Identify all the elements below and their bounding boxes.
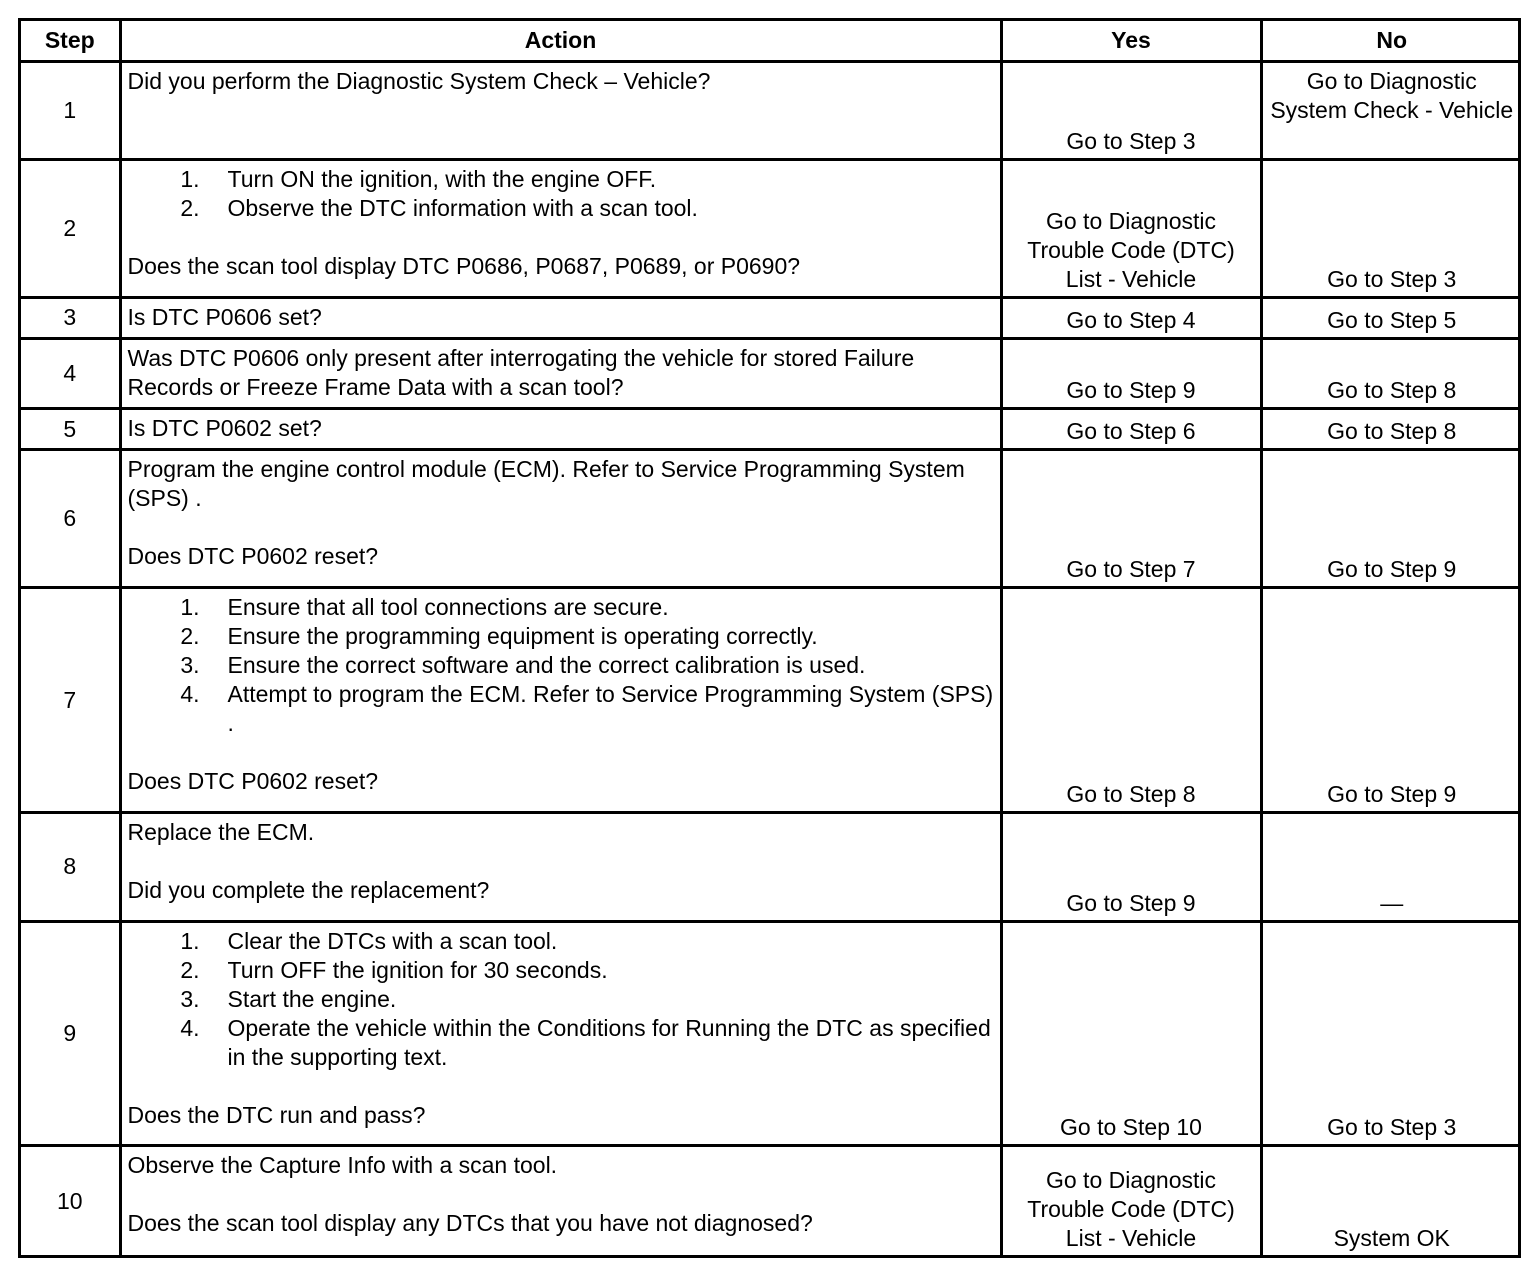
- step-number: 1: [21, 61, 120, 159]
- yes-cell: Go to Step 4: [1001, 297, 1261, 338]
- action-question: Does the DTC run and pass?: [127, 1101, 426, 1128]
- list-item: 1. Clear the DTCs with a scan tool.: [180, 927, 558, 954]
- yes-cell: Go to Diagnostic Trouble Code (DTC) List - Vehicle: [1001, 1146, 1261, 1255]
- table-row: [21, 409, 1521, 450]
- yes-cell: Go to Step 8: [1001, 588, 1261, 812]
- header-no: No: [1261, 21, 1521, 61]
- action-question: Does DTC P0602 reset?: [127, 543, 379, 570]
- action-cell: [120, 450, 1001, 588]
- list-item: 1. Ensure that all tool connections are secure.: [180, 594, 669, 621]
- action-cell: [120, 812, 1001, 921]
- header-yes: Yes: [1001, 21, 1261, 61]
- no-cell: Go to Step 9: [1261, 450, 1521, 588]
- table-row: [21, 921, 1521, 1145]
- table-row: [21, 339, 1521, 409]
- action-cell: [120, 588, 1001, 812]
- action-cell: [120, 159, 1001, 297]
- action-text: Observe the Capture Info with a scan tool.: [127, 1152, 558, 1179]
- diagnostic-table: [21, 21, 1521, 1255]
- step-number: 9: [21, 921, 120, 1145]
- action-text: Is DTC P0606 set?: [127, 303, 322, 330]
- step-number: 4: [21, 339, 120, 409]
- yes-cell: Go to Step 3: [1001, 61, 1261, 159]
- diagnostic-table-frame: [18, 18, 1521, 1258]
- step-number: 7: [21, 588, 120, 812]
- no-cell: Go to Step 8: [1261, 339, 1521, 409]
- yes-cell: Go to Diagnostic Trouble Code (DTC) List - Vehicle: [1001, 159, 1261, 297]
- action-steps-list: [128, 593, 994, 738]
- header-action: Action: [120, 21, 1001, 61]
- no-cell: Go to Step 3: [1261, 921, 1521, 1145]
- table-row: [21, 1146, 1521, 1255]
- yes-cell: Go to Step 9: [1001, 812, 1261, 921]
- step-number: 5: [21, 409, 120, 450]
- list-item: 4. Attempt to program the ECM. Refer to Service Programming System (SPS) .: [180, 681, 994, 737]
- table-row: [21, 61, 1521, 159]
- step-number: 2: [21, 159, 120, 297]
- action-question: Did you complete the replacement?: [127, 876, 490, 903]
- action-cell: [120, 339, 1001, 409]
- action-cell: [120, 297, 1001, 338]
- list-item: 2. Ensure the programming equipment is operating correctly.: [180, 623, 818, 650]
- action-cell: [120, 1146, 1001, 1255]
- list-item: 2. Observe the DTC information with a scan tool.: [180, 194, 698, 221]
- table-row: [21, 297, 1521, 338]
- no-cell: Go to Step 5: [1261, 297, 1521, 338]
- table-row: [21, 159, 1521, 297]
- list-item: 3. Start the engine.: [180, 985, 397, 1012]
- action-text: Replace the ECM.: [127, 818, 315, 845]
- table-row: [21, 450, 1521, 588]
- action-cell: [120, 409, 1001, 450]
- list-item: 2. Turn OFF the ignition for 30 seconds.: [180, 956, 608, 983]
- step-number: 8: [21, 812, 120, 921]
- no-cell: Go to Diagnostic System Check - Vehicle: [1261, 61, 1521, 159]
- no-cell: Go to Step 9: [1261, 588, 1521, 812]
- table-row: [21, 588, 1521, 812]
- no-cell: System OK: [1261, 1146, 1521, 1255]
- action-text: Did you perform the Diagnostic System Check – Vehicle?: [127, 67, 711, 94]
- action-question: Does the scan tool display DTC P0686, P0687, P0689, or P0690?: [127, 252, 801, 279]
- step-number: 6: [21, 450, 120, 588]
- action-text: Is DTC P0602 set?: [127, 415, 322, 442]
- action-text: Program the engine control module (ECM). Refer to Service Programming System (SPS) .: [127, 456, 965, 512]
- list-item: 4. Operate the vehicle within the Conditions for Running the DTC as specified in the supporting text.: [180, 1014, 991, 1070]
- no-cell: —: [1261, 812, 1521, 921]
- action-steps-list: [128, 927, 994, 1072]
- action-text: Was DTC P0606 only present after interrogating the vehicle for stored Failure Records or Freeze Frame Data with a scan tool?: [127, 345, 915, 400]
- table-row: [21, 812, 1521, 921]
- no-cell: Go to Step 8: [1261, 409, 1521, 450]
- list-item: 1. Turn ON the ignition, with the engine OFF.: [180, 165, 657, 192]
- step-number: 10: [21, 1146, 120, 1255]
- yes-cell: Go to Step 9: [1001, 339, 1261, 409]
- list-item: 3. Ensure the correct software and the correct calibration is used.: [180, 652, 866, 679]
- action-cell: [120, 921, 1001, 1145]
- no-cell: Go to Step 3: [1261, 159, 1521, 297]
- step-number: 3: [21, 297, 120, 338]
- yes-cell: Go to Step 7: [1001, 450, 1261, 588]
- action-question: Does DTC P0602 reset?: [127, 768, 379, 795]
- yes-cell: Go to Step 6: [1001, 409, 1261, 450]
- action-question: Does the scan tool display any DTCs that you have not diagnosed?: [127, 1210, 813, 1237]
- header-step: Step: [21, 21, 120, 61]
- action-steps-list: [128, 165, 994, 223]
- header-row: [21, 21, 1521, 61]
- action-cell: [120, 61, 1001, 159]
- yes-cell: Go to Step 10: [1001, 921, 1261, 1145]
